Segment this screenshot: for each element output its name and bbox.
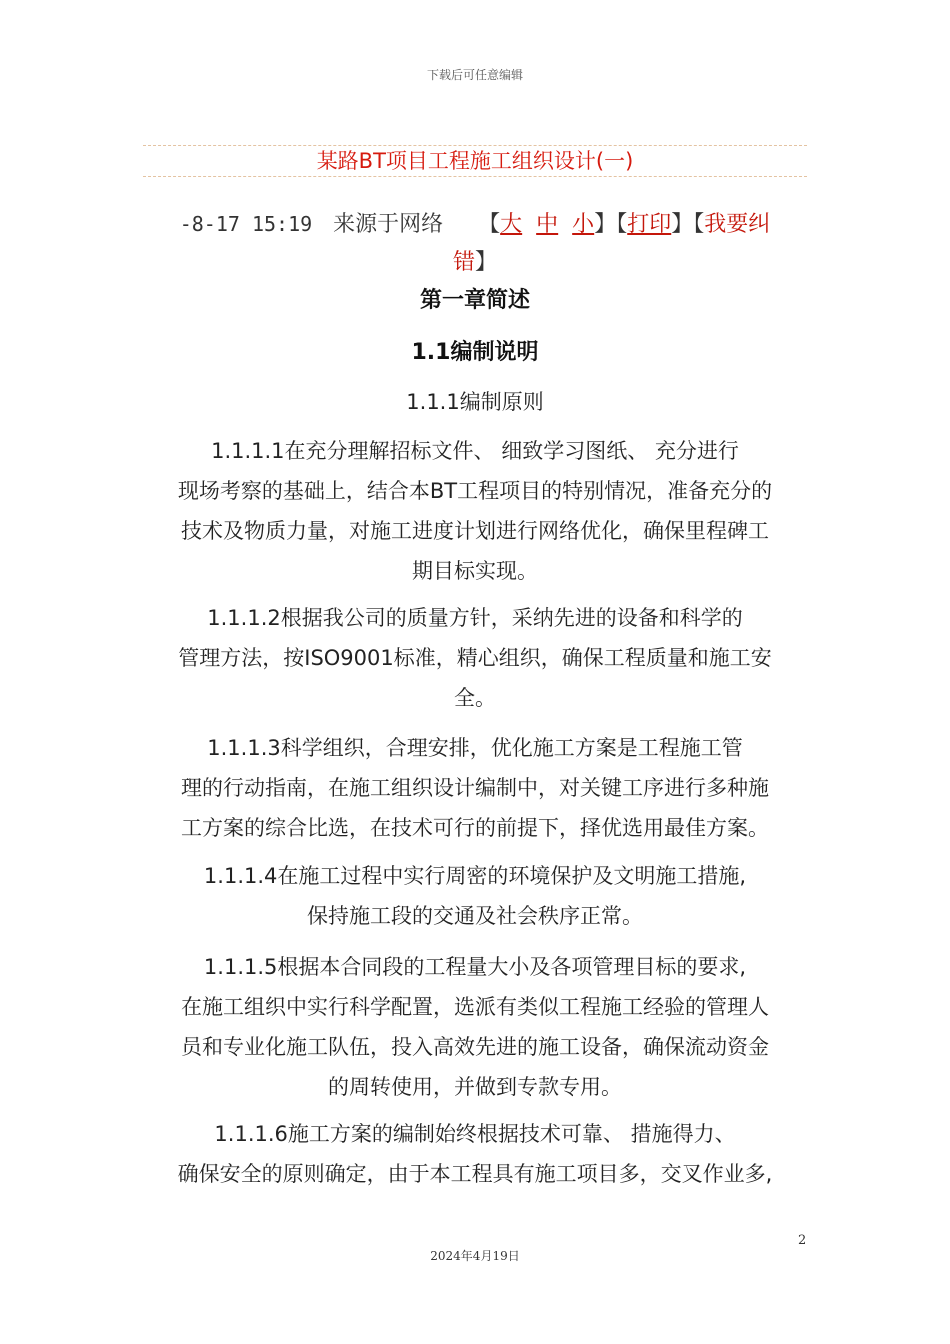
paragraph-line: 管理方法，按ISO9001标准，精心组织，确保工程质量和施工安 xyxy=(178,646,772,670)
paragraph-1-1-1-2 xyxy=(145,598,805,718)
paragraph-line: 现场考察的基础上，结合本BT工程项目的特别情况，准备充分的 xyxy=(177,479,773,503)
section-title: 1.1编制说明 xyxy=(411,340,539,365)
font-size-small-link[interactable]: 小 xyxy=(572,212,595,237)
source-label: 来源于网络 xyxy=(333,212,444,237)
paragraph-1-1-1-4 xyxy=(145,856,805,936)
report-error-text-1: 我要纠 xyxy=(704,212,771,237)
bracket-open: 【 xyxy=(616,212,628,237)
paragraph-1-1-1-3 xyxy=(145,728,805,848)
paragraph-1-1-1-5 xyxy=(145,947,805,1107)
paragraph-line: 1.1.1.5根据本合同段的工程量大小及各项管理目标的要求, xyxy=(203,955,747,979)
subsection-title: 1.1.1编制原则 xyxy=(406,390,544,414)
font-size-large-link[interactable]: 大 xyxy=(500,212,523,237)
paragraph-line: 理的行动指南，在施工组织设计编制中，对关键工序进行多种施 xyxy=(181,776,769,800)
article-title-band xyxy=(143,145,807,177)
font-size-medium-link[interactable]: 中 xyxy=(536,212,559,237)
article-meta xyxy=(150,205,800,282)
article-title: 某路BT项目工程施工组织设计(一) xyxy=(316,149,634,173)
paragraph-line: 1.1.1.2根据我公司的质量方针，采纳先进的设备和科学的 xyxy=(207,606,743,630)
paragraph-line: 员和专业化施工队伍，投入高效先进的施工设备，确保流动资金 xyxy=(181,1035,769,1059)
header-note: 下载后可任意编辑 xyxy=(426,68,523,82)
page-number: 2 xyxy=(798,1233,807,1248)
paragraph-line: 在施工组织中实行科学配置，选派有类似工程施工经验的管理人 xyxy=(181,995,769,1019)
publish-date: -8-17 15:19 xyxy=(179,212,313,236)
paragraph-line: 工方案的综合比选，在技术可行的前提下，择优选用最佳方案。 xyxy=(181,816,769,840)
bracket-close: 】 xyxy=(671,212,694,237)
paragraph-line: 1.1.1.4在施工过程中实行周密的环境保护及文明施工措施, xyxy=(203,864,747,888)
bracket-close: 】 xyxy=(475,250,498,275)
bracket-close: 】 xyxy=(594,212,617,237)
paragraph-line: 1.1.1.6施工方案的编制始终根据技术可靠、 措施得力、 xyxy=(214,1122,736,1146)
paragraph-line: 1.1.1.3科学组织，合理安排，优化施工方案是工程施工管 xyxy=(207,736,743,760)
paragraph-line: 保持施工段的交通及社会秩序正常。 xyxy=(307,904,643,928)
paragraph-1-1-1-1 xyxy=(145,431,805,591)
paragraph-1-1-1-6 xyxy=(145,1114,805,1194)
report-error-text-2: 错 xyxy=(452,250,475,275)
paragraph-line: 技术及物质力量，对施工进度计划进行网络优化，确保里程碑工 xyxy=(181,519,769,543)
bracket-open: 【 xyxy=(693,212,705,237)
paragraph-line: 确保安全的原则确定，由于本工程具有施工项目多，交叉作业多, xyxy=(177,1162,773,1186)
print-link[interactable]: 打印 xyxy=(627,212,672,237)
bracket-open: 【 xyxy=(478,212,501,237)
footer-date: 2024年4月19日 xyxy=(430,1249,520,1263)
chapter-title: 第一章简述 xyxy=(419,288,530,313)
paragraph-line: 全。 xyxy=(454,686,496,710)
paragraph-line: 1.1.1.1在充分理解招标文件、 细致学习图纸、 充分进行 xyxy=(211,439,739,463)
paragraph-line: 的周转使用，并做到专款专用。 xyxy=(328,1075,622,1099)
paragraph-line: 期目标实现。 xyxy=(412,559,538,583)
